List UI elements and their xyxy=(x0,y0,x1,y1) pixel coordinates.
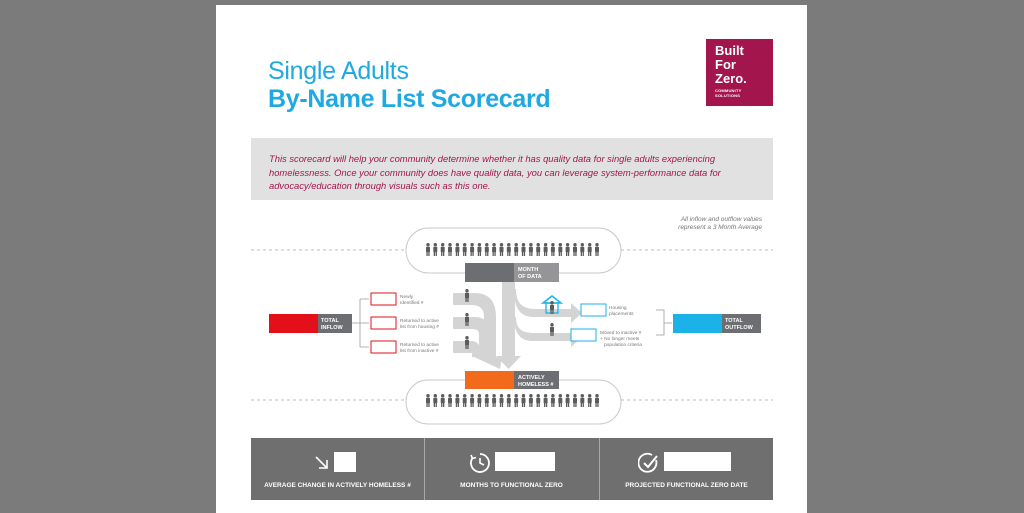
month-of-data-label-2: OF DATA xyxy=(518,274,542,280)
outflow-flow-1 xyxy=(514,289,582,323)
newly-identified-input-box xyxy=(371,293,396,305)
housing-placements-input-box xyxy=(581,304,606,316)
inflow-item-2-line-2: list from housing # xyxy=(400,325,439,330)
actively-homeless-label-1: ACTIVELY xyxy=(518,375,545,381)
title-line-2: By-Name List Scorecard xyxy=(268,85,551,113)
outflow-item-2-line-2: + No longer meets xyxy=(600,337,640,342)
title-line-1: Single Adults xyxy=(268,57,409,85)
logo-sub-1: COMMUNITY xyxy=(715,88,742,93)
inflow-item-2-line-1: Returned to active xyxy=(400,319,439,324)
projected-date-value-box xyxy=(664,452,731,471)
logo-word-1: Built xyxy=(715,43,744,58)
clock-icon xyxy=(469,452,491,474)
actively-homeless-box xyxy=(465,371,514,389)
flow-diagram xyxy=(216,217,807,437)
intro-text: This scorecard will help your community determine whether it has quality data for single adults experiencing homelessness. Once your community does have quality data, you can leverage system-performance data for advocacy/education through visuals such as this one. xyxy=(251,138,773,200)
inflow-item-3-line-2: list from inactive # xyxy=(400,349,439,354)
average-change-value-box xyxy=(334,452,356,472)
total-inflow-label-1: TOTAL xyxy=(321,318,339,324)
logo-word-2: For xyxy=(715,57,736,72)
inflow-item-3-line-1: Returned to active xyxy=(400,343,439,348)
returned-from-inactive-input-box xyxy=(371,341,396,353)
checkmark-circle-icon xyxy=(638,452,660,474)
note-line-1: All inflow and outflow values xyxy=(680,216,762,223)
month-of-data-label-1: MONTH xyxy=(518,267,539,273)
inflow-item-1-line-2: Identified # xyxy=(400,301,424,306)
average-change-stat xyxy=(251,438,424,500)
months-value-box xyxy=(495,452,555,471)
projected-date-stat xyxy=(600,438,773,500)
month-of-data-box xyxy=(465,263,514,282)
months-to-functional-zero-stat xyxy=(425,438,598,500)
average-change-label: AVERAGE CHANGE IN ACTIVELY HOMELESS # xyxy=(264,482,411,489)
total-inflow-box xyxy=(269,314,318,333)
total-outflow-label-2: OUTFLOW xyxy=(725,325,753,331)
months-label: MONTHS TO FUNCTIONAL ZERO xyxy=(460,482,563,489)
outflow-item-2-line-3: population criteria xyxy=(604,343,642,348)
built-for-zero-logo xyxy=(706,39,773,106)
outflow-item-2-line-1: Moved to inactive # xyxy=(600,331,642,336)
logo-word-3: Zero. xyxy=(715,71,747,86)
inflow-item-1-line-1: Newly xyxy=(400,295,414,300)
total-outflow-label-1: TOTAL xyxy=(725,318,743,324)
note-line-2: represent a 3 Month Average xyxy=(678,224,762,231)
projected-date-label: PROJECTED FUNCTIONAL ZERO DATE xyxy=(625,482,748,489)
logo-sub-2: SOLUTIONS xyxy=(715,93,741,98)
total-outflow-box xyxy=(673,314,722,333)
total-inflow-label-2: INFLOW xyxy=(321,325,343,331)
returned-from-housing-input-box xyxy=(371,317,396,329)
arrow-down-right-icon xyxy=(313,454,331,472)
outflow-item-1-line-2: placements xyxy=(609,312,634,317)
scorecard-page xyxy=(216,5,807,513)
actively-homeless-label-2: HOMELESS # xyxy=(518,382,554,388)
summary-stats-bar xyxy=(251,438,773,500)
moved-to-inactive-input-box xyxy=(571,329,596,341)
outflow-item-1-line-1: Housing xyxy=(609,306,627,311)
